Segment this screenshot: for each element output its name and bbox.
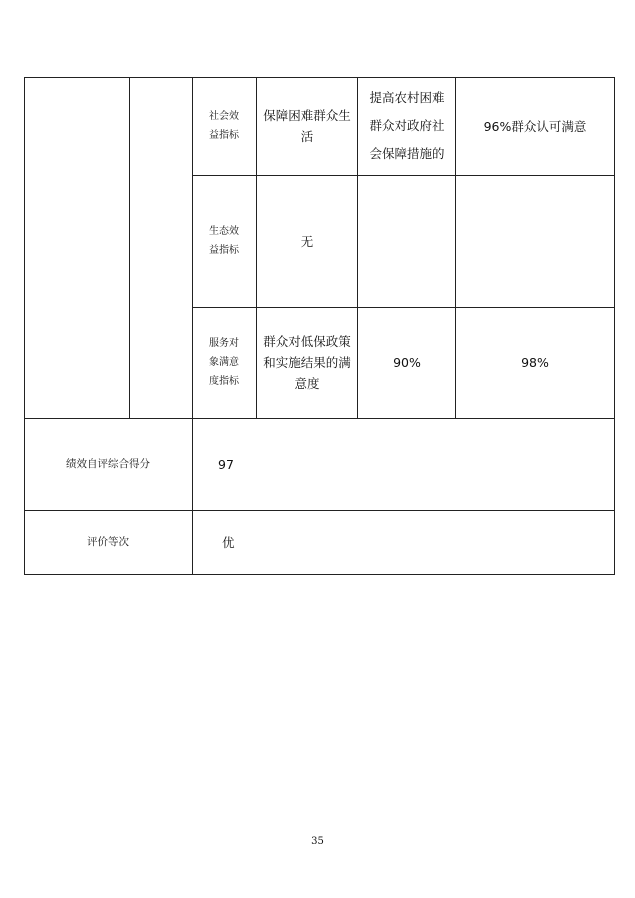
column-divider [129, 77, 130, 419]
target-cell-wrap [364, 175, 450, 307]
table-border-right [614, 77, 615, 575]
table-row [206, 175, 242, 307]
category-cell: 社会效益指标 [209, 111, 239, 141]
table-row [206, 307, 242, 418]
indicator-cell: 保障困难群众生活 [263, 108, 351, 144]
score-value: 97 [218, 456, 234, 472]
indicator-cell-wrap [262, 77, 352, 175]
indicator-cell: 群众对低保政策和实施结果的满意度 [263, 334, 351, 391]
score-value-wrap [218, 418, 254, 510]
grade-label-wrap [24, 510, 192, 574]
actual-cell: 98% [521, 355, 549, 370]
column-divider [256, 77, 257, 419]
indicator-cell-wrap [262, 307, 352, 418]
table-row [206, 77, 242, 175]
actual-cell-wrap [456, 77, 614, 175]
page-number: 35 [311, 836, 324, 847]
actual-cell-wrap [456, 175, 614, 307]
indicator-cell-wrap [262, 175, 352, 307]
actual-cell: 96%群众认可满意 [483, 119, 587, 134]
column-divider [357, 77, 358, 419]
category-cell: 生态效益指标 [209, 226, 239, 256]
actual-cell-wrap [456, 307, 614, 418]
category-cell: 服务对象满意度指标 [209, 338, 239, 387]
target-cell: 90% [393, 355, 421, 370]
target-cell: 提高农村困难群众对政府社会保障措施的 [369, 90, 445, 161]
column-divider [192, 77, 193, 575]
grade-value-wrap [222, 510, 252, 574]
score-label: 绩效自评综合得分 [66, 457, 150, 470]
grade-value: 优 [222, 535, 235, 550]
score-label-wrap [24, 418, 192, 510]
indicator-cell: 无 [300, 233, 314, 249]
target-cell-wrap [364, 307, 450, 418]
table-border-bottom [24, 574, 614, 575]
grade-label: 评价等次 [87, 535, 129, 548]
target-cell-wrap [364, 77, 450, 175]
